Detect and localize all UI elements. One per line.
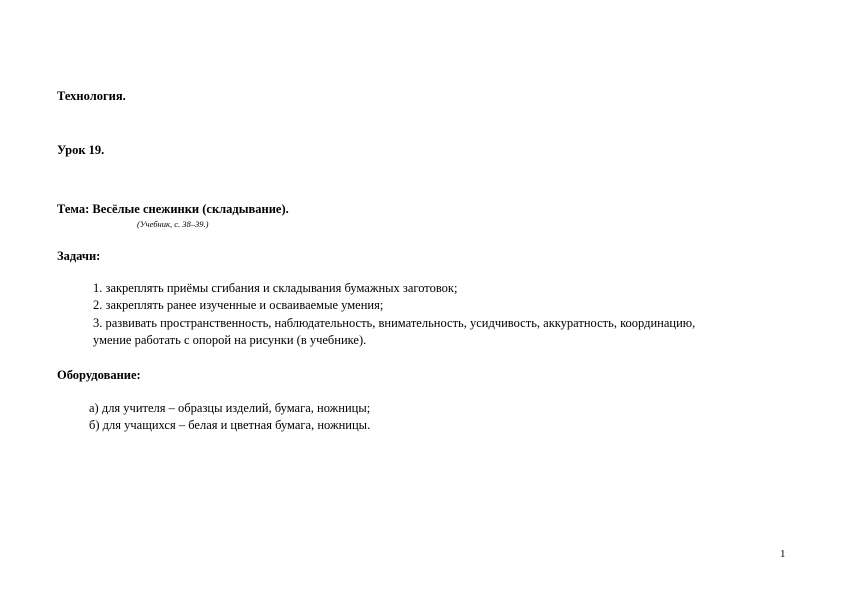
topic-heading: Тема: Весёлые снежинки (складывание). [57, 202, 289, 216]
equipment-item-teacher: а) для учителя – образцы изделий, бумага, ножницы; [89, 401, 371, 415]
page-number: 1 [780, 548, 786, 560]
task-item-3-continued: умение работать с опорой на рисунки (в учебнике). [93, 333, 367, 347]
equipment-item-students: б) для учащихся – белая и цветная бумага, ножницы. [89, 418, 371, 432]
subject-heading: Технология. [57, 89, 126, 103]
equipment-heading: Оборудование: [57, 368, 141, 382]
task-item-3: 3. развивать пространственность, наблюдательность, внимательность, усидчивость, аккуратность, координацию, [93, 316, 696, 330]
tasks-heading: Задачи: [57, 249, 101, 263]
lesson-heading: Урок 19. [57, 143, 105, 157]
textbook-reference: (Учебник, с. 38–39.) [137, 219, 209, 229]
task-item-2: 2. закреплять ранее изученные и осваиваемые умения; [93, 298, 384, 312]
task-item-1: 1. закреплять приёмы сгибания и складывания бумажных заготовок; [93, 281, 458, 295]
